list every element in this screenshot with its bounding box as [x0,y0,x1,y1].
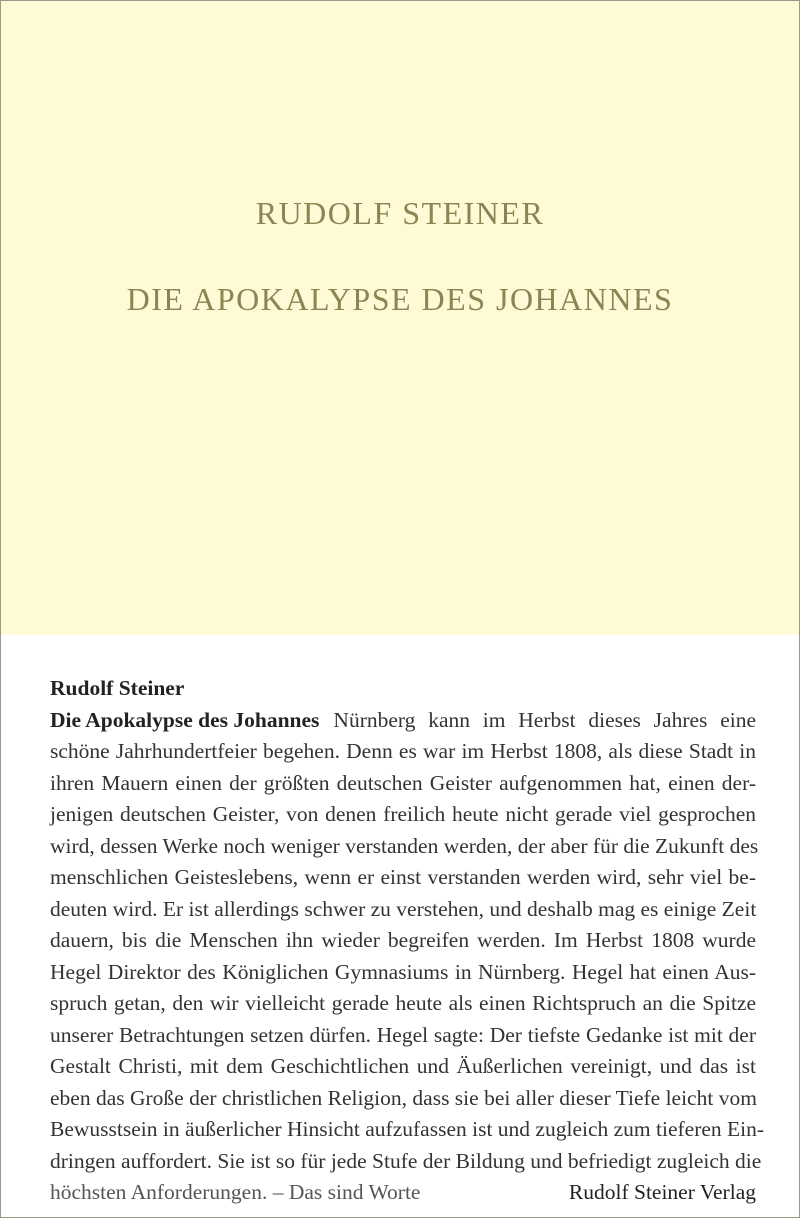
blurb-line-text: Bewusstsein in äußerlicher Hinsicht aufzufassen ist und zugleich zum tieferen Ein- [50,1117,765,1141]
blurb-line [50,1146,762,1178]
blurb-line-text: unserer Betrachtungen setzen dürfen. Hegel sagte: Der tiefste Gedanke ist mit der [50,1022,756,1047]
blurb-line [50,1020,756,1052]
blurb-line [50,705,756,737]
cover-blurb-panel [1,635,799,1217]
blurb-line-text: dauern, bis die Menschen ihn wieder begreifen werden. Im Herbst 1808 wurde [50,928,756,952]
blurb-line-text: eben das Große der christlichen Religion, dass sie bei aller dieser Tiefe leicht vom [50,1085,757,1110]
blurb-line-text: deuten wird. Er ist allerdings schwer zu verstehen, und deshalb mag es einige Zeit [50,896,757,921]
blurb-line [50,894,756,926]
blurb-line [50,1177,756,1209]
blurb-line-text: Hegel Direktor des Königlichen Gymnasiums in Nürnberg. Hegel hat einen Aus- [50,959,756,984]
cover-title: DIE APOKALYPSE DES JOHANNES [126,281,674,317]
blurb-line [50,988,756,1020]
blurb-line [50,862,756,894]
blurb-line-text: spruch getan, den wir vielleicht gerade heute als einen Richtspruch an die Spitze [50,991,756,1015]
blurb-line-text: wird, dessen Werke noch weniger verstanden werden, der aber für die Zukunft des [50,833,759,858]
blurb-title: Die Apokalypse des Johannes [50,707,320,732]
cover-title-panel [1,1,799,635]
blurb-line-text: dringen auffordert. Sie ist so für jede Stufe der Bildung und befriedigt zugleich die [50,1148,762,1173]
blurb-line [50,768,756,800]
blurb-line-text: höchsten Anforderungen. – Das sind Worte [50,1180,421,1204]
blurb-line [50,957,756,989]
blurb-line-text: schöne Jahrhundertfeier begehen. Denn es war im Herbst 1808, als diese Stadt in [50,739,756,763]
blurb-line [50,1114,765,1146]
blurb-line [50,831,759,863]
blurb-line [50,1083,756,1115]
blurb-text-block [50,673,765,1209]
cover-author: RUDOLF STEINER [255,195,545,231]
blurb-line-text: Gestalt Christi, mit dem Geschichtlichen und Äußerlichen vereinigt, und das ist [50,1054,756,1078]
blurb-line-text: jenigen deutschen Geister, von denen freilich heute nicht gerade viel gesprochen [50,802,756,826]
blurb-line [50,736,756,768]
blurb-line-text: menschlichen Geisteslebens, wenn er einst verstanden werden wird, sehr viel be- [50,865,756,889]
blurb-author: Rudolf Steiner [50,676,185,700]
blurb-line [50,1051,756,1083]
blurb-line-text: Nürnberg kann im Herbst dieses Jahres eine [333,707,756,732]
blurb-line [50,799,756,831]
blurb-line-text: ihren Mauern einen der größten deutschen Geister aufgenommen hat, einen der- [50,770,756,795]
blurb-line [50,925,756,957]
publisher-name: Rudolf Steiner Verlag [568,1180,756,1204]
